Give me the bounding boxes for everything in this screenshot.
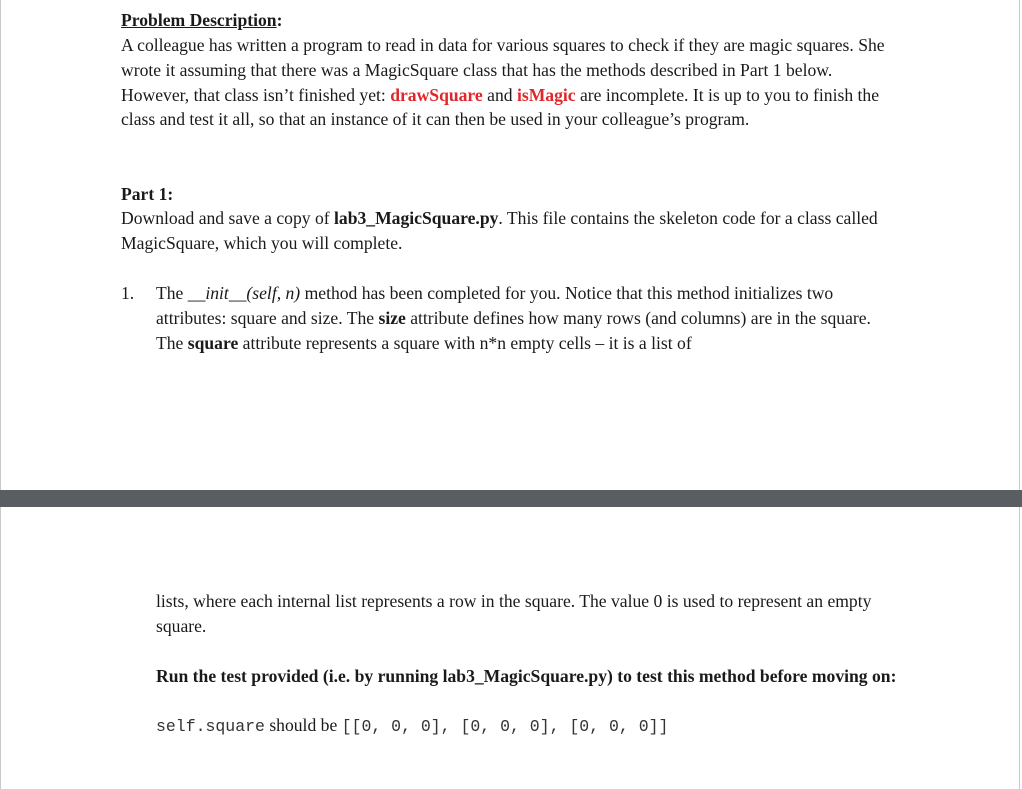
run-test-instruction: Run the test provided (i.e. by running lab3_MagicSquare.py) to test this method before moving on: [156,666,897,686]
is-magic-highlight: isMagic [516,84,576,105]
part1-paragraph: Download and save a copy of lab3_MagicSquare.py. This file contains the skeleton code for a class called MagicSquare, which you will complete. [121,208,878,253]
continuation-paragraph: lists, where each internal list represents a row in the square. The value 0 is used to represent an empty square. [156,591,872,636]
problem-description-heading: Problem Description: [121,10,283,30]
code-attribute: self.square [156,717,265,736]
expected-output-line: self.square should be [[0, 0, 0], [0, 0, 0], [0, 0, 0]] [156,715,669,736]
part1-heading: Part 1: [121,184,174,204]
filename: lab3_MagicSquare.py [334,208,499,228]
page-separator [0,490,1022,507]
intro-paragraph: A colleague has written a program to read in data for various squares to check if they are magic squares. She wrote it assuming that there was a MagicSquare class that has the methods described in Part 1 below. However, that class isn’t finished yet: drawSquare and isMagic are incomplete. It is up to you to finish the class and test it all, so that an instance of it can then be used in your colleague’s program. [121,35,885,130]
init-method: __init__(self, n) [187,283,301,303]
draw-square-highlight: drawSquare [390,84,483,105]
code-value: [[0, 0, 0], [0, 0, 0], [0, 0, 0]] [341,717,669,736]
list-number: 1. [121,283,135,303]
document-page-2 [0,507,1020,789]
item1-paragraph: The __init__(self, n) method has been completed for you. Notice that this method initializes two attributes: square and size. The size attribute defines how many rows (and columns) are in the square. The square attribute represents a square with n*n empty cells – it is a list of [156,283,871,353]
